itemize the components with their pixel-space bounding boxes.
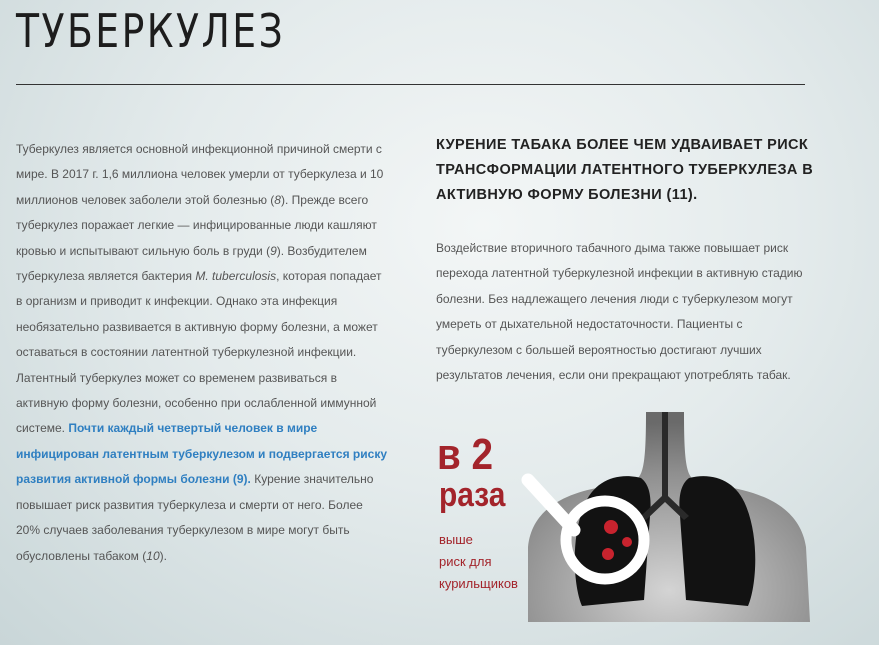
- lungs-illustration: [510, 412, 820, 624]
- stat-multiplier: в 2: [437, 430, 494, 479]
- secondhand-smoke-paragraph: Воздействие вторичного табачного дыма также повышает риск перехода латентной туберкулезной инфекции в активную стадию болезни. Без надлежащего лечения люди с туберкулезом могут умереть от дыхательной недостаточности. Пациенты с туберкулезом с большей вероятностью достигают лучших результатов лечения, если они прекращают употреблять табак.: [436, 241, 803, 383]
- body-text: ). Прежде всего туберкулез поражает легкие — инфицированные люди кашляют кровью и испытывают сильную боль в груди (: [16, 192, 377, 258]
- infected-lung-spot: [602, 548, 614, 560]
- body-text: ).: [159, 548, 167, 563]
- body-text: Курение значительно повышает риск развития туберкулеза и смерти от него. Более 20% случаев заболевания туберкулезом в мире могут быть обусловлены табаком (: [16, 472, 374, 563]
- stat-caption-line: курильщиков: [439, 576, 518, 591]
- intro-paragraph: [16, 137, 388, 569]
- key-fact-heading: КУРЕНИЕ ТАБАКА БОЛЕЕ ЧЕМ УДВАИВАЕТ РИСК ТРАНСФОРМАЦИИ ЛАТЕНТНОГО ТУБЕРКУЛЕЗА В АКТИВНУЮ ФОРМУ БОЛЕЗНИ (11).: [436, 137, 814, 203]
- stat-caption-line: риск для: [439, 554, 492, 569]
- title-divider: [16, 84, 805, 85]
- body-text: , которая попадает в организм и приводит к инфекции. Однако эта инфекция необязательно развивается в активную форму болезни, а может оставаться в состоянии латентной туберкулезной инфекции. Латентный туберкулез может со временем развиваться в активную форму болезни, особенно при ослабленной иммунной системе.: [16, 269, 382, 436]
- stat-unit: раза: [439, 476, 506, 514]
- italic-text: 8: [274, 192, 281, 207]
- infected-lung-spot: [622, 537, 632, 547]
- stat-caption-line: выше: [439, 532, 473, 547]
- italic-text: 10: [146, 548, 160, 563]
- page-title: ТУБЕРКУЛЕЗ: [16, 4, 286, 58]
- intro-text-column: [16, 137, 388, 569]
- italic-text: M. tuberculosis: [195, 269, 277, 284]
- infected-lung-spot: [604, 520, 618, 534]
- highlighted-statement: Почти каждый четвертый человек в мире инфицирован латентным туберкулезом и подвергается риску развития активной формы болезни (9).: [16, 421, 387, 487]
- secondhand-smoke-text: [436, 236, 811, 388]
- italic-text: 9: [270, 243, 277, 258]
- body-text: ). Возбудителем туберкулеза является бактерия: [16, 243, 367, 284]
- body-text: Туберкулез является основной инфекционной причиной смерти с мире. В 2017 г. 1,6 миллиона человек умерли от туберкулеза и 10 миллионов человек заболели этой болезнью (: [16, 142, 384, 207]
